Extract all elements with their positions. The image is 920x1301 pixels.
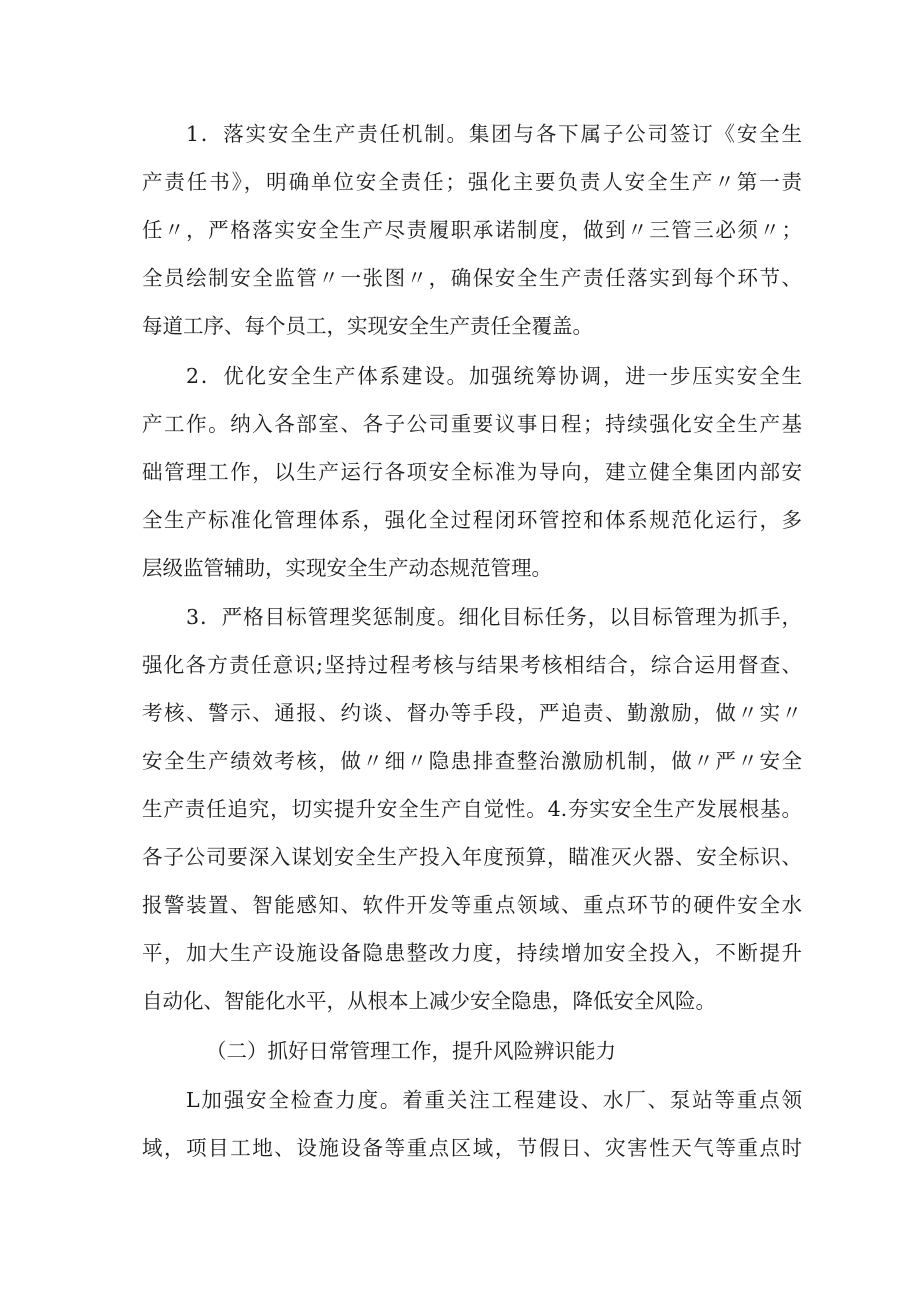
paragraph-4-line-1: L加强安全检查力度。着重关注工程建设、水厂、泵站等重点领 <box>186 1088 802 1112</box>
paragraph-3-line-9: 自动化、智能化水平，从根本上减少安全隐患，降低安全风险。 <box>142 989 716 1013</box>
section-heading: （二）抓好日常管理工作，提升风险辨识能力 <box>206 1039 616 1063</box>
paragraph-1-line-4: 全员绘制安全监管〃一张图〃，确保安全生产责任落实到每个环节、 <box>142 266 802 290</box>
paragraph-1-line-2: 产责任书》，明确单位安全责任；强化主要负责人安全生产〃第一责 <box>142 170 802 194</box>
paragraph-2-line-3: 础管理工作，以生产运行各项安全标准为导向，建立健全集团内部安 <box>142 460 802 484</box>
paragraph-4-line-2: 域，项目工地、设施设备等重点区域，节假日、灾害性天气等重点时 <box>142 1136 802 1160</box>
paragraph-3-line-6: 各子公司要深入谋划安全生产投入年度预算，瞄准灭火器、安全标识、 <box>142 845 802 869</box>
paragraph-2-line-1: 2．优化安全生产体系建设。加强统筹协调，进一步压实安全生 <box>186 364 802 388</box>
paragraph-3-line-5: 生产责任追究，切实提升安全生产自觉性。4.夯实安全生产发展根基。 <box>142 797 802 821</box>
paragraph-3-line-7: 报警装置、智能感知、软件开发等重点领域、重点环节的硬件安全水 <box>142 893 802 917</box>
paragraph-1-line-1: 1．落实安全生产责任机制。集团与各下属子公司签订《安全生 <box>186 122 802 146</box>
paragraph-3-line-8: 平，加大生产设施设备隐患整改力度，持续增加安全投入，不断提升 <box>142 941 802 965</box>
paragraph-1-line-5: 每道工序、每个员工，实现安全生产责任全覆盖。 <box>142 314 593 338</box>
paragraph-3-line-2: 强化各方责任意识;坚持过程考核与结果考核相结合，综合运用督查、 <box>142 653 802 677</box>
paragraph-3-line-4: 安全生产绩效考核，做〃细〃隐患排查整治激励机制，做〃严〃安全 <box>142 749 802 773</box>
paragraph-2-line-5: 层级监管辅助，实现安全生产动态规范管理。 <box>142 556 552 580</box>
paragraph-1-line-3: 任〃，严格落实安全生产尽责履职承诺制度，做到〃三管三必须〃； <box>142 218 802 242</box>
paragraph-2-line-2: 产工作。纳入各部室、各子公司重要议事日程；持续强化安全生产基 <box>142 412 802 436</box>
paragraph-3-line-1: 3．严格目标管理奖惩制度。细化目标任务，以目标管理为抓手， <box>186 605 802 629</box>
paragraph-3-line-3: 考核、警示、通报、约谈、督办等手段，严追责、勤激励，做〃实〃 <box>142 701 802 725</box>
paragraph-2-line-4: 全生产标准化管理体系，强化全过程闭环管控和体系规范化运行，多 <box>142 508 802 532</box>
